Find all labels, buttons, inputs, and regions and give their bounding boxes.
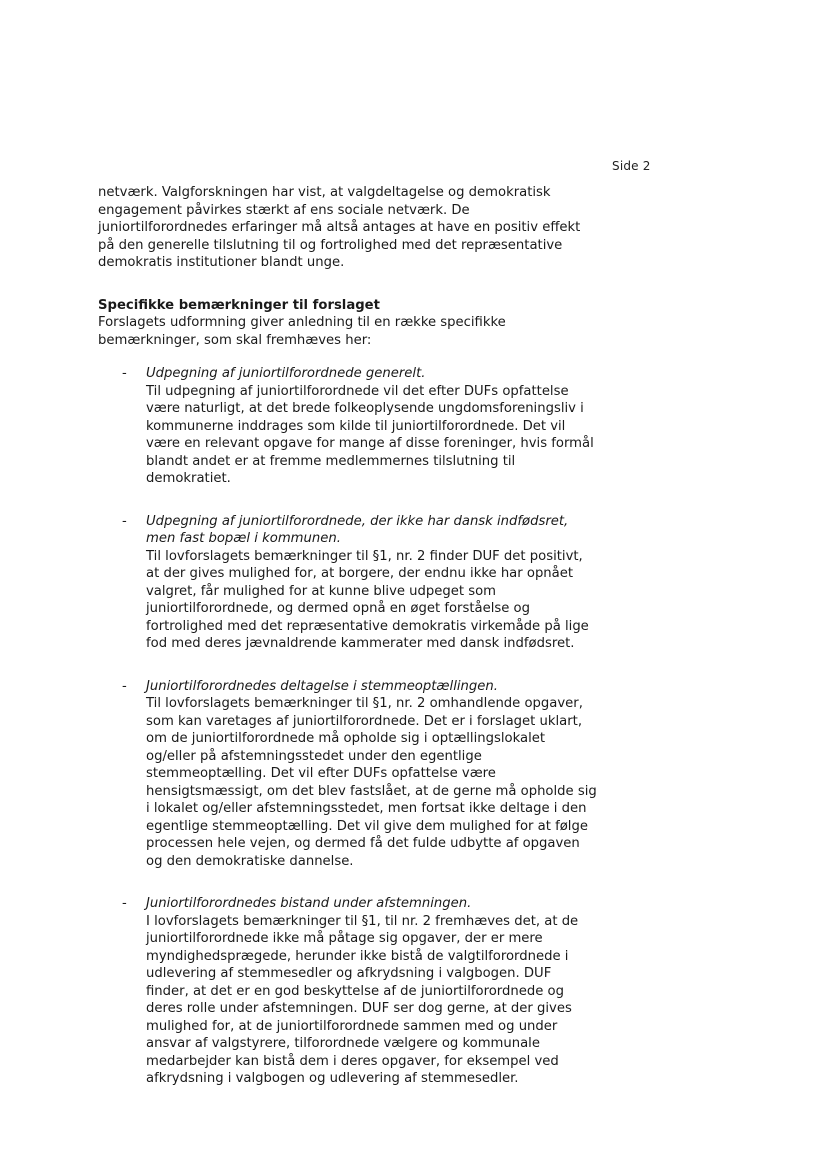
section-intro: Forslagets udformning giver anledning til en række specifikke bemærkninger, som skal fremhæves her: bbox=[98, 315, 506, 348]
remarks-list bbox=[98, 365, 598, 1088]
list-item-title: Udpegning af juniortilforordnede, der ikke har dansk indfødsret, men fast bopæl i kommunen. bbox=[146, 513, 569, 546]
list-item-title: Juniortilforordnedes bistand under afstemningen. bbox=[146, 896, 472, 911]
intro-paragraph: netværk. Valgforskningen har vist, at valgdeltagelse og demokratisk engagement påvirkes stærkt af ens sociale netværk. De juniortilforordnedes erfaringer må altså antages at have en positiv effekt på den generelle tilslutning til og fortrolighed med det repræsentative demokratis institutioner blandt unge. bbox=[98, 185, 581, 270]
list-item bbox=[98, 513, 598, 653]
document-body bbox=[98, 184, 598, 1113]
page-number: Side 2 bbox=[612, 159, 651, 173]
list-marker: - bbox=[122, 513, 127, 529]
section-heading: Specifikke bemærkninger til forslaget bbox=[98, 297, 380, 313]
list-item-body: Til lovforslagets bemærkninger til §1, nr. 2 omhandlende opgaver, som kan varetages af juniortilforordnede. Det er i forslaget uklart, om de juniortilforordnede må opholde sig i optællingslokalet og/eller på afstemningsstedet under den egentlige stemmeoptælling. Det vil efter DUFs opfattelse være hensigtsmæssigt, om det blev fastslået, at de gerne må opholde sig i lokalet og/eller afstemningsstedet, men fortsat ikke deltage i den egentlige stemmeoptælling. Det vil give dem mulighed for at følge processen hele vejen, og dermed få det fulde udbytte af opgaven og den demokratiske dannelse. bbox=[146, 696, 597, 869]
list-marker: - bbox=[122, 366, 127, 381]
list-item-title: Udpegning af juniortilforordnede generelt. bbox=[146, 366, 426, 381]
list-item bbox=[98, 895, 598, 1088]
list-item-body: I lovforslagets bemærkninger til §1, til nr. 2 fremhæves det, at de juniortilforordnede ikke må påtage sig opgaver, der er mere myndighedsprægede, herunder ikke bistå de valgtilforordnede i udlevering af stemmesedler og afkrydsning i valgbogen. DUF finder, at det er en god beskyttelse af de juniortilforordnede og deres rolle under afstemningen. DUF ser dog gerne, at der gives mulighed for, at de juniortilforordnede sammen med og under ansvar af valgstyrere, tilforordnede vælgere og kommunale medarbejder kan bistå dem i deres opgaver, for eksempel ved afkrydsning i valgbogen og udlevering af stemmesedler. bbox=[146, 913, 579, 1086]
list-item bbox=[98, 365, 598, 488]
list-marker: - bbox=[122, 896, 127, 911]
list-item-body: Til lovforslagets bemærkninger til §1, nr. 2 finder DUF det positivt, at der gives mulighed for, at borgere, der endnu ikke har opnået valgret, får mulighed for at kunne blive udpeget som juniortilforordnede, og dermed opnå en øget forståelse og fortrolighed med det repræsentative demokratis virkemåde på lige fod med deres jævnaldrende kammerater med dansk indfødsret. bbox=[146, 548, 589, 651]
list-item bbox=[98, 678, 598, 871]
list-item-body: Til udpegning af juniortilforordnede vil det efter DUFs opfattelse være naturligt, at det brede folkeoplysende ungdomsforeningsliv i kommunerne inddrages som kilde til juniortilforordnede. Det vil være en relevant opgave for mange af disse foreninger, hvis formål blandt andet er at fremme medlemmernes tilslutning til demokratiet. bbox=[146, 383, 594, 486]
list-item-title: Juniortilforordnedes deltagelse i stemmeoptællingen. bbox=[146, 678, 498, 694]
list-marker: - bbox=[122, 678, 127, 694]
